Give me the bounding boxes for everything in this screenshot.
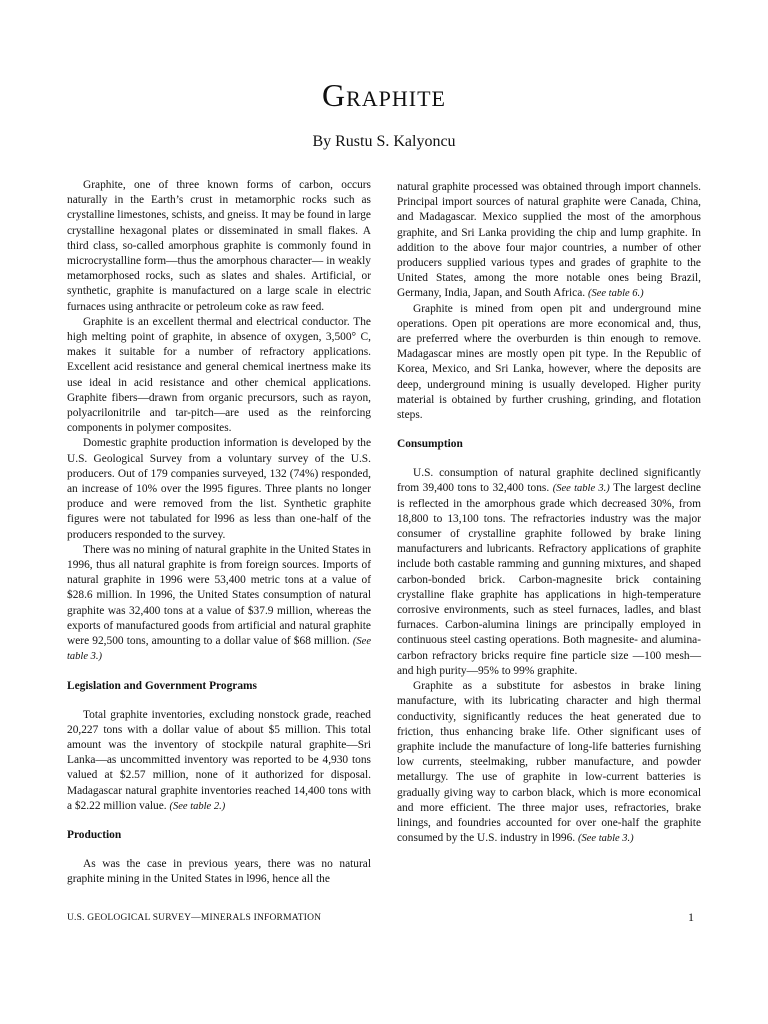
table-reference-link[interactable]: (See table 3.) (552, 483, 610, 495)
table-reference-link[interactable]: (See table 6.) (587, 288, 644, 300)
paragraph-import-sources (397, 180, 701, 302)
author-byline: By Rustu S. Kalyoncu (312, 133, 456, 150)
paragraph-intro: Graphite, one of three known forms of carbon, occurs naturally in the Earth’s crust in metamorphic rocks such as crystalline limestones, schists, and gneiss. It may be found in large crystalline hexagonal plates or disseminated in small flakes. A third class, so-called amorphous graphite is commonly found in microcrystalline form—thus the amorphous character— in weakly metamorphosed rocks, such as slates and shales. Artificial, or synthetic, graphite is manufactured on a large scale in electric furnaces using anthracite or petroleum coke as raw feed. (67, 179, 371, 313)
footer-publisher: U.S. GEOLOGICAL SURVEY—MINERALS INFORMATION (67, 913, 322, 923)
paragraph-import-sources-text: natural graphite processed was obtained through import channels. Principal import sources of natural graphite were Canada, China, and Madagascar. Mexico supplied the most of the amorphous graphite, and Sri Lanka providing the chip and lump graphite. In addition to the above four major countries, a number of other producers supplied various types and grades of graphite to the United States, among the more notable ones being Brazil, Germany, India, Japan, and South Africa. (397, 181, 701, 300)
table-reference-link[interactable]: (See table 2.) (169, 800, 226, 812)
paragraph-survey: Domestic graphite production information is developed by the U.S. Geological Survey from a voluntary survey of the U.S. producers. Out of 179 companies surveyed, 132 (74%) responded, an increase of 10% over the l995 figures. Three plants no longer produce and were removed from the list. Synthetic graphite figures were not tabulated for l996 as less than one-half of the producers responded to the survey. (67, 437, 371, 541)
table-reference-link[interactable]: (See table 3.) (67, 636, 371, 663)
right-column (397, 180, 701, 846)
section-heading-legislation: Legislation and Government Programs (67, 679, 257, 692)
left-column (67, 178, 371, 887)
section-heading-production: Production (67, 828, 122, 841)
paragraph-production: As was the case in previous years, there was no natural graphite mining in the United States in l996, hence all the (67, 857, 371, 886)
paragraph-properties: Graphite is an excellent thermal and electrical conductor. The high melting point of graphite, in absence of oxygen, 3,500° C, makes it suitable for a number of refractory applications. Excellent acid resistance and general chemical inertness make its use ideal in acid resistance and other chemical applications. Graphite fibers—drawn from organic precursors, such as rayon, polyacrilonitrile and tar-pitch—are used as the reinforcing components in polymer composites. (67, 315, 371, 435)
paragraph-consumption (397, 466, 701, 679)
page-number: 1 (688, 910, 694, 924)
page-title: Graphite (322, 77, 446, 113)
paragraph-brake-lining (397, 679, 701, 846)
paragraph-mining: Graphite is mined from open pit and underground mine operations. Open pit operations are more economical and, thus, are preferred where the overburden is thin enough to remove. Madagascar mines are mostly open pit type. In the Republic of Korea, Mexico, and Sri Lanka, however, where the deposits are deep, underground mining is usually developed. Higher purity material is obtained by further crushing, grinding, and flotation steps. (397, 302, 701, 422)
section-heading-consumption: Consumption (397, 438, 463, 451)
paragraph-inventories-text: Total graphite inventories, excluding nonstock grade, reached 20,227 tons with a dollar value of about $5 million. This total amount was the inventory of stockpile natural graphite—Sri Lanka—as uncommitted inventory was reported to be 4,930 tons valued at $2.57 million, none of it authorized for disposal. Madagascar natural graphite inventories reached 14,400 tons with a $2.22 million value. (67, 708, 371, 812)
paragraph-imports (67, 543, 371, 665)
paragraph-consumption-text-a: U.S. consumption of natural graphite declined significantly from 39,400 tons to 32,400 tons. (397, 467, 701, 495)
table-reference-link[interactable]: (See table 3.) (578, 833, 634, 845)
paragraph-consumption-text-b: The largest decline is reflected in the amorphous grade which decreased 30%, from 18,800 to 13,100 tons. The refractories industry was the major consumer of crystalline graphite followed by brake lining manufacturers and lubricants. Refractory applications of graphite include both castable ramming and gunning mixtures, and shaped carbon-bonded brick. Carbon-magnesite brick containing crystalline flake graphite has applications in high-temperature corrosive environments, such as steel furnaces, ladles, and blast furnaces. Carbon-alumina linings are principally employed in continuous steel casting operations. Both magnesite- and alumina-carbon refractory bricks require fine particle size —100 mesh—and high purity—95% to 99% graphite. (397, 482, 701, 677)
paragraph-imports-text: There was no mining of natural graphite in the United States in 1996, thus all natural graphite is from foreign sources. Imports of natural graphite in 1996 were 53,400 metric tons at a value of $28.6 million. In 1996, the United States consumption of natural graphite was 32,400 tons at a value of $37.9 million, whereas the exports of manufactured goods from artificial and natural graphite were 92,500 tons, amounting to a dollar value of $68 million. (67, 543, 371, 648)
paragraph-brake-lining-text: Graphite as a substitute for asbestos in brake lining manufacture, with its lubricating character and high thermal conductivity, significantly reduces the heat generated due to friction, thus enhancing brake life. Other significant uses of graphite include the manufacture of long-life batteries furnishing low currents, steelmaking, rubber manufacture, and powder metallurgy. The use of graphite in low-current batteries is gradually giving way to carbon black, which is more economical and more efficient. The three major uses, refractories, brake linings, and foundries accounted for over one-half the graphite consumed by the U.S. industry in l996. (397, 680, 701, 845)
paragraph-inventories (67, 708, 371, 814)
